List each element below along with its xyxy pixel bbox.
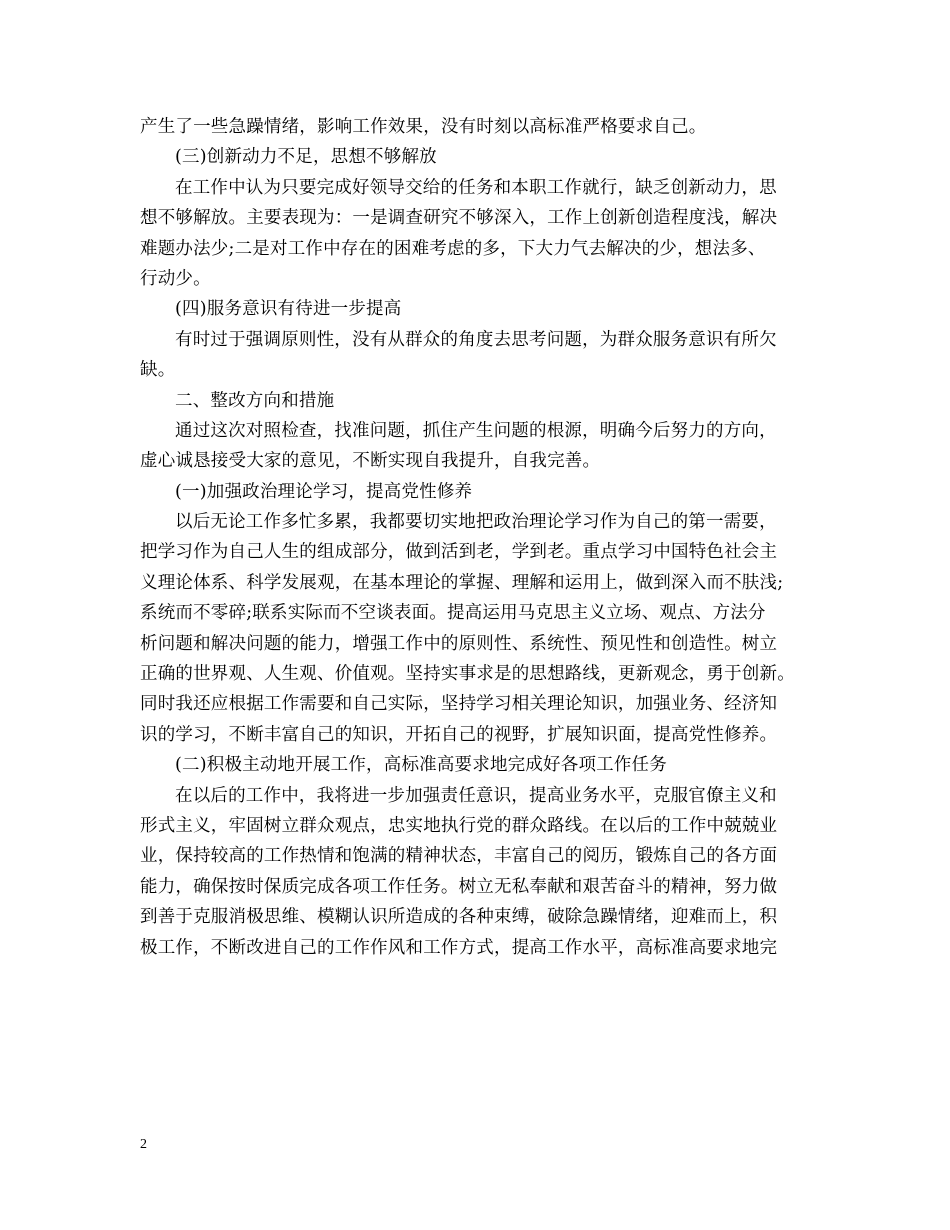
text-line: 以后无论工作多忙多累，我都要切实地把政治理论学习作为自己的第一需要， [175,512,777,533]
text-line: 有时过于强调原则性，没有从群众的角度去思考问题，为群众服务意识有所欠 [175,329,777,350]
document-body [140,112,824,963]
text-line: 系统而不零碎;联系实际而不空谈表面。提高运用马克思主义立场、观点、方法分 [140,603,766,624]
text-line: 极工作，不断改进自己的工作作风和工作方式，提高工作水平，高标准高要求地完 [140,937,778,958]
text-line: (二)积极主动地开展工作，高标准高要求地完成好各项工作任务 [175,755,667,776]
text-line: (三)创新动力不足，思想不够解放 [175,147,437,168]
text-line: (四)服务意识有待进一步提高 [175,299,402,320]
page-number: 2 [140,1137,147,1152]
text-line: 在以后的工作中，我将进一步加强责任意识，提高业务水平，克服官僚主义和 [175,785,777,806]
text-line: (一)加强政治理论学习，提高党性修养 [175,481,473,502]
text-line: 难题办法少;二是对工作中存在的困难考虑的多，下大力气去解决的少，想法多、 [140,238,766,259]
text-line: 能力，确保按时保质完成各项工作任务。树立无私奉献和艰苦奋斗的精神，努力做 [140,876,778,897]
text-line: 二、整改方向和措施 [175,390,335,411]
text-line: 缺。 [140,360,176,381]
text-line: 正确的世界观、人生观、价值观。坚持实事求是的思想路线，更新观念，勇于创新。 [140,664,795,685]
text-line: 义理论体系、科学发展观，在基本理论的掌握、理解和运用上，做到深入而不肤浅; [140,572,784,593]
text-line: 析问题和解决问题的能力，增强工作中的原则性、系统性、预见性和创造性。树立 [140,633,778,654]
text-line: 虚心诚恳接受大家的意见，不断实现自我提升，自我完善。 [140,451,601,472]
text-line: 把学习作为自己人生的组成部分，做到活到老，学到老。重点学习中国特色社会主 [140,542,778,563]
text-line: 识的学习，不断丰富自己的知识，开拓自己的视野，扩展知识面，提高党性修养。 [140,724,778,745]
text-line: 业，保持较高的工作热情和饱满的精神状态，丰富自己的阅历，锻炼自己的各方面 [140,846,778,867]
text-line: 形式主义，牢固树立群众观点，忠实地执行党的群众路线。在以后的工作中兢兢业 [140,815,778,836]
text-line: 同时我还应根据工作需要和自己实际，坚持学习相关理论知识，加强业务、经济知 [140,694,778,715]
text-line: 产生了一些急躁情绪，影响工作效果，没有时刻以高标准严格要求自己。 [140,117,707,137]
text-line: 通过这次对照检查，找准问题，抓住产生问题的根源，明确今后努力的方向， [175,420,777,441]
text-line: 在工作中认为只要完成好领导交给的任务和本职工作就行，缺乏创新动力，思 [175,177,777,198]
text-line: 到善于克服消极思维、模糊认识所造成的各种束缚，破除急躁情绪，迎难而上，积 [140,907,778,928]
text-line: 想不够解放。主要表现为：一是调查研究不够深入，工作上创新创造程度浅，解决 [140,208,778,229]
text-line: 行动少。 [140,268,211,289]
